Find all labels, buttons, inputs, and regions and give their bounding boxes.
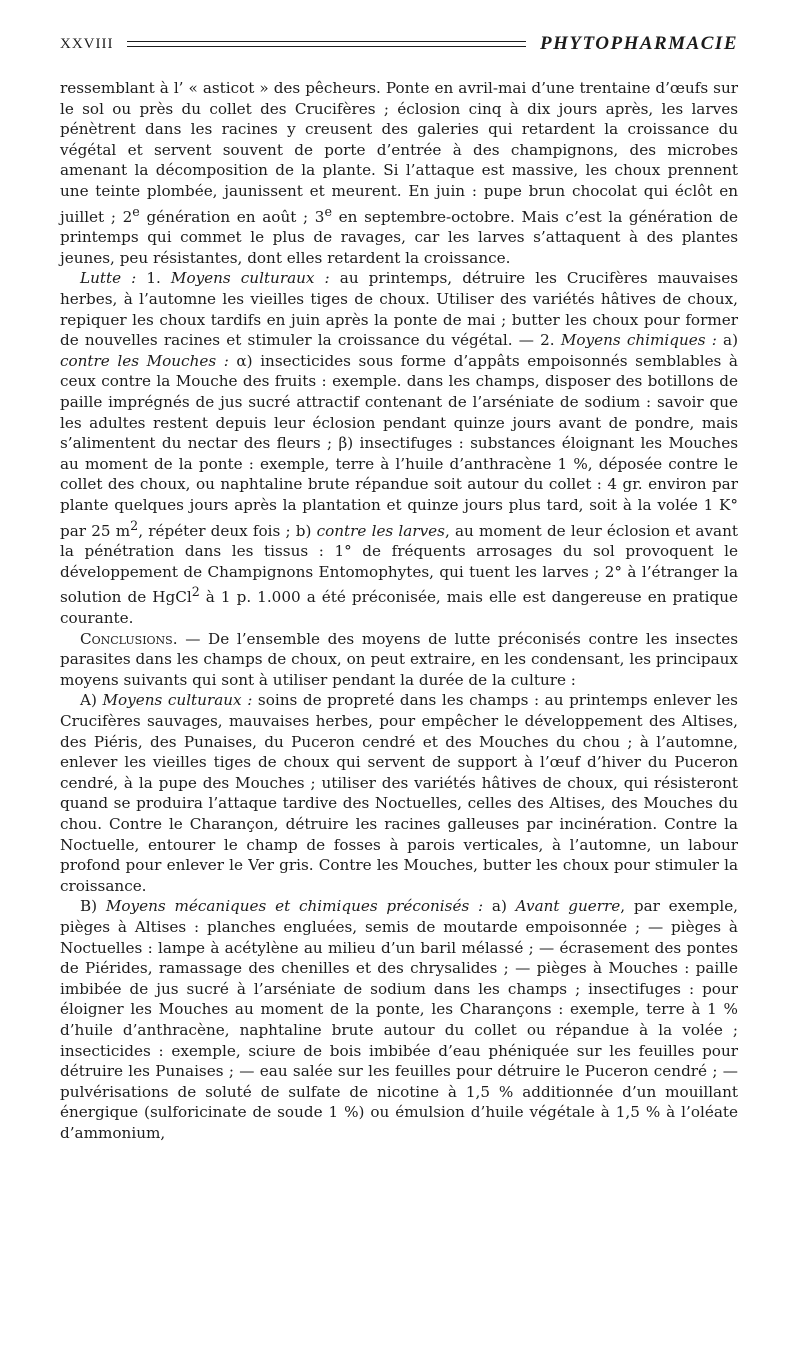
text-run: au printemps, détruire les Crucifères mauvaises herbes, à l’automne les vieilles tiges de choux. Utiliser des variétés hâtives de choux, repiquer les choux tardifs en juin après la ponte de mai ; butter les choux pour former de nouvelles racines et stimuler la croissance du végétal. — 2. [60,269,738,350]
document-page [60,26,738,1143]
superscript: 2 [191,584,200,600]
page-number: XXVIII [60,35,114,52]
paragraph [60,896,738,1143]
paragraph [60,78,738,268]
superscript: e [132,203,140,219]
text-run: , par exemple, pièges à Altises : planches engluées, semis de moutarde empoisonnée ; — pièges à Noctuelles : lampe à acétylène au milieu d’un baril mélassé ; — écrasement des pontes de Piérides, ramassage des chenilles et des chrysalides ; — pièges à Mouches : paille imbibée de jus sucré à l’arséniate de sodium dans les champs ; insectifuges : pour éloigner les Mouches au moment de la ponte, les Charançons : exemple, terre à 1 % d’huile d’anthracène, naphtaline brute autour du collet ou répandue à la volée ; insecticides : exemple, sciure de bois imbibée d’eau phéniquée sur les feuilles pour détruire les Punaises ; — eau salée sur les feuilles pour détruire le Puceron cendré ; — pulvérisations de soluté de sulfate de nicotine à 1,5 % additionnée d’un mouillant énergique (sulforicinate de soude 1 %) ou émulsion d’huile végétale à 1,5 % à l’oléate d’ammonium, [60,897,739,1142]
paragraph [60,629,738,691]
italic-text: Moyens mécaniques et chimiques préconisés : [105,897,484,916]
italic-text: contre les Mouches : [60,351,229,370]
text-run: a) [483,897,516,916]
italic-text: Moyens culturaux : [102,691,253,710]
text-run: à 1 p. 1.000 a été préconisée, mais elle est dangereuse en pratique courante. [60,588,739,628]
header-double-rule [127,41,526,47]
body-text [60,78,738,1143]
text-run: 1. [136,269,171,288]
page-header [60,26,738,62]
paragraph [60,690,738,896]
text-run: B) [80,897,106,916]
text-run: génération en août ; 3 [139,207,325,226]
text-run: soins de propreté dans les champs : au printemps enlever les Crucifères sauvages, mauvaises herbes, pour empêcher le développement des Altises, des Piéris, des Punaises, du Puceron cendré et des Mouches du chou ; à l’automne, enlever les vieilles tiges de choux qui servent de support à l’œuf d’hiver du Puceron cendré, à la pupe des Mouches ; utiliser des variétés hâtives de choux, qui résisteront quand se produira l’attaque tardive des Noctuelles, celles des Altises, des Mouches du chou. Contre le Charançon, détruire les racines galleuses par incinération. Contre la Noctuelle, entourer le champ de fosses à parois verticales, à l’automne, un labour profond pour enlever le Ver gris. Contre les Mouches, butter les choux pour stimuler la croissance. [60,691,738,895]
text-run: A) [80,691,103,710]
text-run: — De l’ensemble des moyens de lutte préconisés contre les insectes parasites dans les champs de choux, on peut extraire, en les condensant, les principaux moyens suivants qui sont à utiliser pendant la durée de la culture : [60,629,738,689]
italic-text: Moyens culturaux : [170,269,330,288]
italic-text: Moyens chimiques : [560,331,717,350]
text-run: a) [716,331,738,350]
text-run: α) insecticides sous forme d’appâts empoisonnés semblables à ceux contre la Mouche des fruits : exemple. dans les champs, disposer des botillons de paille imprégnés de jus sucré attractif contenant de l’arséniate de sodium : savoir que les adultes restent depuis leur éclosion pendant quinze jours avant de pondre, mais s’alimentent du nectar des fleurs ; β) insectifuges : substances éloignant les Mouches au moment de la ponte : exemple, terre à l’huile d’anthracène 1 %, déposée contre le collet des choux, ou naphtaline brute répandue soit autour du collet : 4 gr. environ par plante quelques jours après la plantation et quinze jours plus tard, soit à la volée 1 K° par 25 m [60,351,738,540]
italic-text: Lutte : [80,269,137,288]
running-title: PHYTOPHARMACIE [539,33,738,54]
small-caps-heading: Conclusions. [80,629,178,648]
text-run: en septembre-octobre. Mais c’est la génération de printemps qui commet le plus de ravages, car les larves s’attaquent à des plantes jeunes, peu résistantes, dont elles retardent la croissance. [60,207,738,267]
paragraph [60,268,738,628]
text-run: , au moment de leur éclosion et avant la pénétration dans les tissus : 1° de fréquents arrosages du sol provoquent le développement de Champignons Entomophytes, qui tuent les larves ; 2° à l’étranger la solution de HgCl [60,521,738,607]
superscript: 2 [130,517,139,533]
text-run: , répéter deux fois ; b) [138,521,317,540]
italic-text: contre les larves [316,521,445,540]
superscript: e [324,203,332,219]
text-run: ressemblant à l’ « asticot » des pêcheurs. Ponte en avril-mai d’une trentaine d’œufs sur le sol ou près du collet des Crucifères ; éclosion cinq à dix jours après, les larves pénètrent dans les racines y creusent des galeries qui retardent la croissance du végétal et servent souvent de porte d’entrée à des champignons, des microbes amenant la décomposition de la plante. Si l’attaque est massive, les choux prennent une teinte plombée, jaunissent et meurent. En juin : pupe brun chocolat qui éclôt en juillet ; 2 [60,79,738,226]
italic-text: Avant guerre [515,897,621,916]
